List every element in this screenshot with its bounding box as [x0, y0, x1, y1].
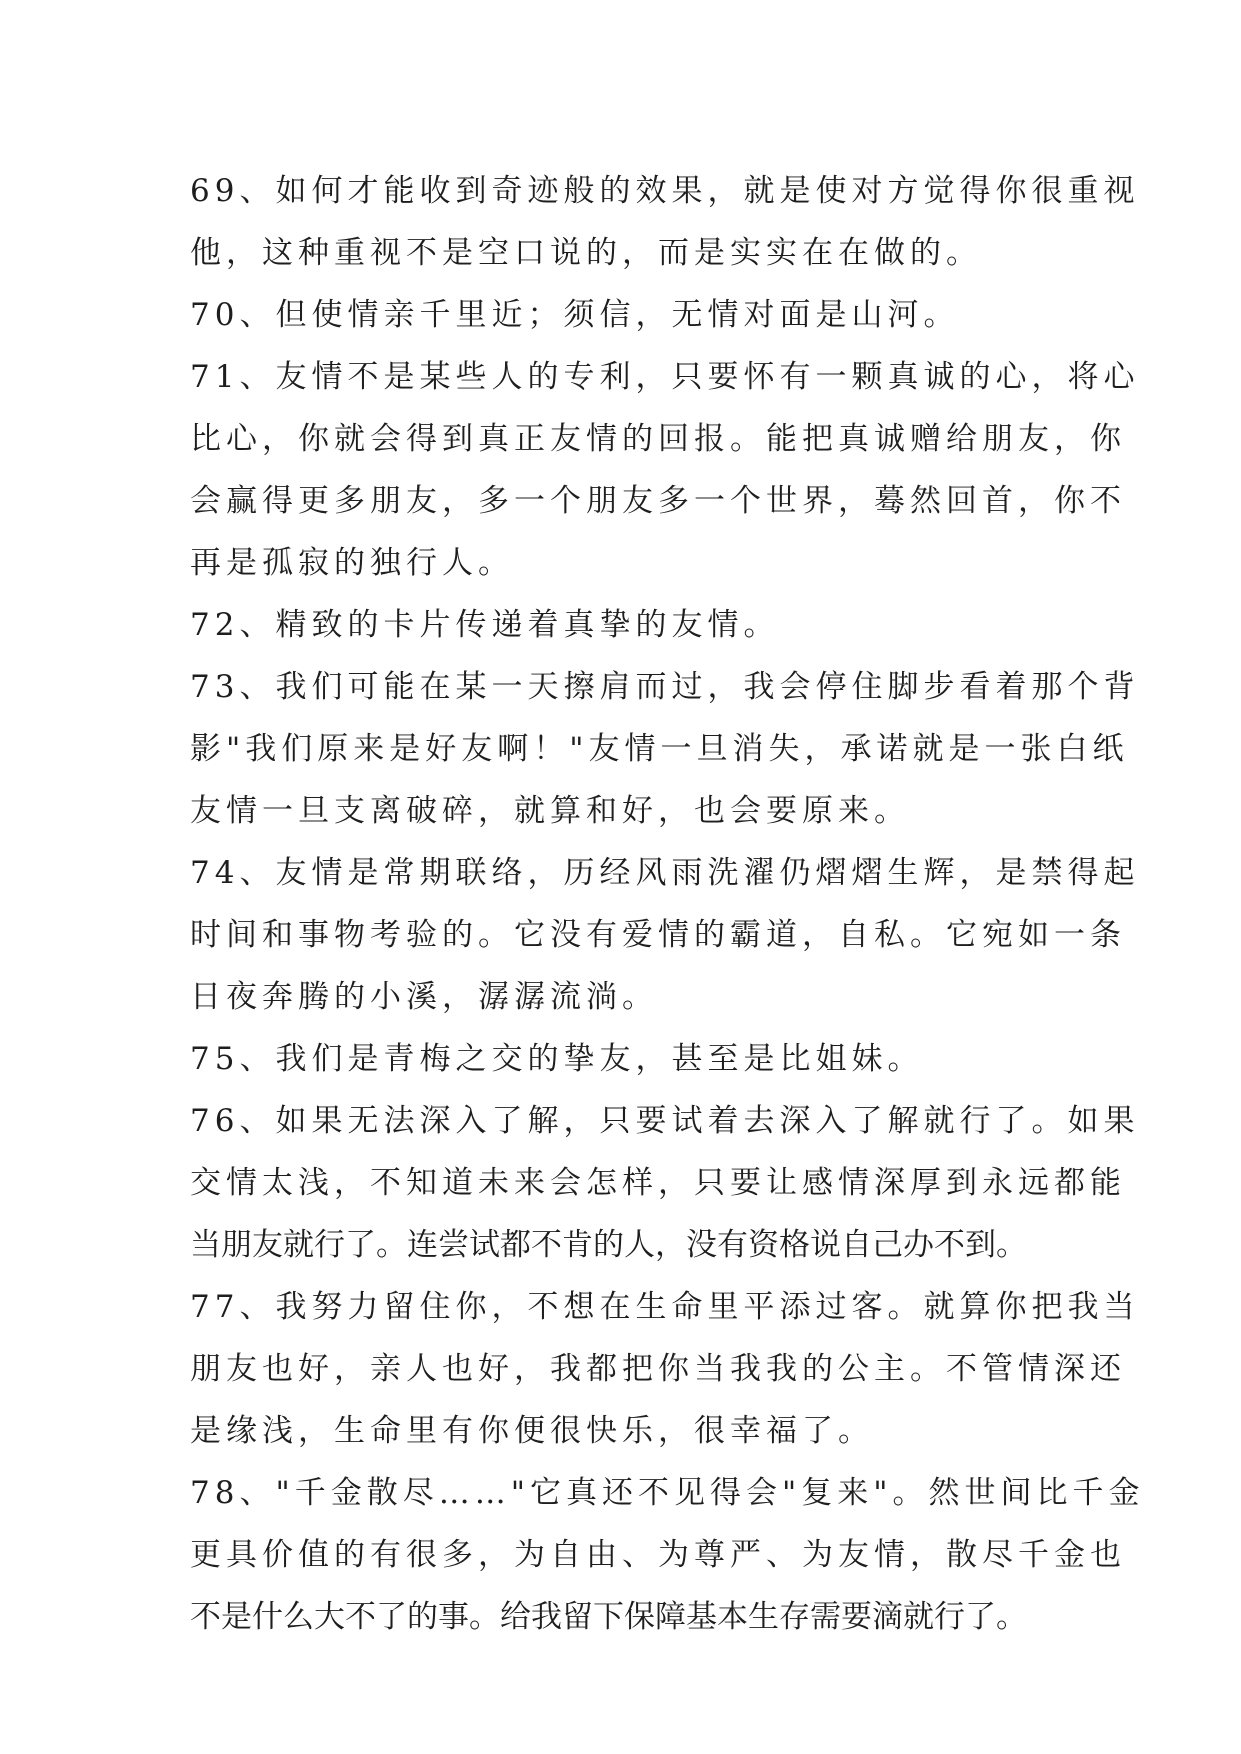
text-line: 朋友也好，亲人也好，我都把你当我我的公主。不管情深还	[190, 1351, 1126, 1387]
text-line: 影"我们原来是好友啊！"友情一旦消失，承诺就是一张白纸	[190, 731, 1129, 767]
text-line: 76、如果无法深入了解，只要试着去深入了解就行了。如果	[190, 1103, 1140, 1139]
text-line: 73、我们可能在某一天擦肩而过，我会停住脚步看着那个背	[190, 669, 1140, 705]
text-line: 友情一旦支离破碎，就算和好，也会要原来。	[190, 793, 910, 829]
text-line: 他，这种重视不是空口说的，而是实实在在做的。	[190, 235, 982, 271]
text-line: 69、如何才能收到奇迹般的效果，就是使对方觉得你很重视	[190, 173, 1140, 209]
text-line: 更具价值的有很多，为自由、为尊严、为友情，散尽千金也	[190, 1537, 1126, 1573]
text-line: 是缘浅，生命里有你便很快乐，很幸福了。	[190, 1413, 874, 1449]
text-line: 78、"千金散尽……"它真还不见得会"复来"。然世间比千金	[190, 1475, 1145, 1511]
document-body	[190, 160, 1145, 1648]
text-line: 会赢得更多朋友，多一个朋友多一个世界，蓦然回首，你不	[190, 483, 1126, 519]
text-line: 不是什么大不了的事。给我留下保障基本生存需要滴就行了。	[190, 1599, 1027, 1635]
text-line: 日夜奔腾的小溪，潺潺流淌。	[190, 979, 658, 1015]
text-line: 再是孤寂的独行人。	[190, 545, 514, 581]
text-line: 70、但使情亲千里近；须信，无情对面是山河。	[190, 297, 960, 333]
text-line: 75、我们是青梅之交的挚友，甚至是比姐妹。	[190, 1041, 924, 1077]
text-line: 比心，你就会得到真正友情的回报。能把真诚赠给朋友，你	[190, 421, 1126, 457]
text-line: 71、友情不是某些人的专利，只要怀有一颗真诚的心，将心	[190, 359, 1140, 395]
text-line: 当朋友就行了。连尝试都不肯的人，没有资格说自己办不到。	[190, 1227, 1027, 1263]
text-line: 74、友情是常期联络，历经风雨洗濯仍熠熠生辉，是禁得起	[190, 855, 1140, 891]
text-line: 72、精致的卡片传递着真挚的友情。	[190, 607, 780, 643]
text-line: 77、我努力留住你，不想在生命里平添过客。就算你把我当	[190, 1289, 1140, 1325]
text-line: 交情太浅，不知道未来会怎样，只要让感情深厚到永远都能	[190, 1165, 1126, 1201]
text-line: 时间和事物考验的。它没有爱情的霸道，自私。它宛如一条	[190, 917, 1126, 953]
